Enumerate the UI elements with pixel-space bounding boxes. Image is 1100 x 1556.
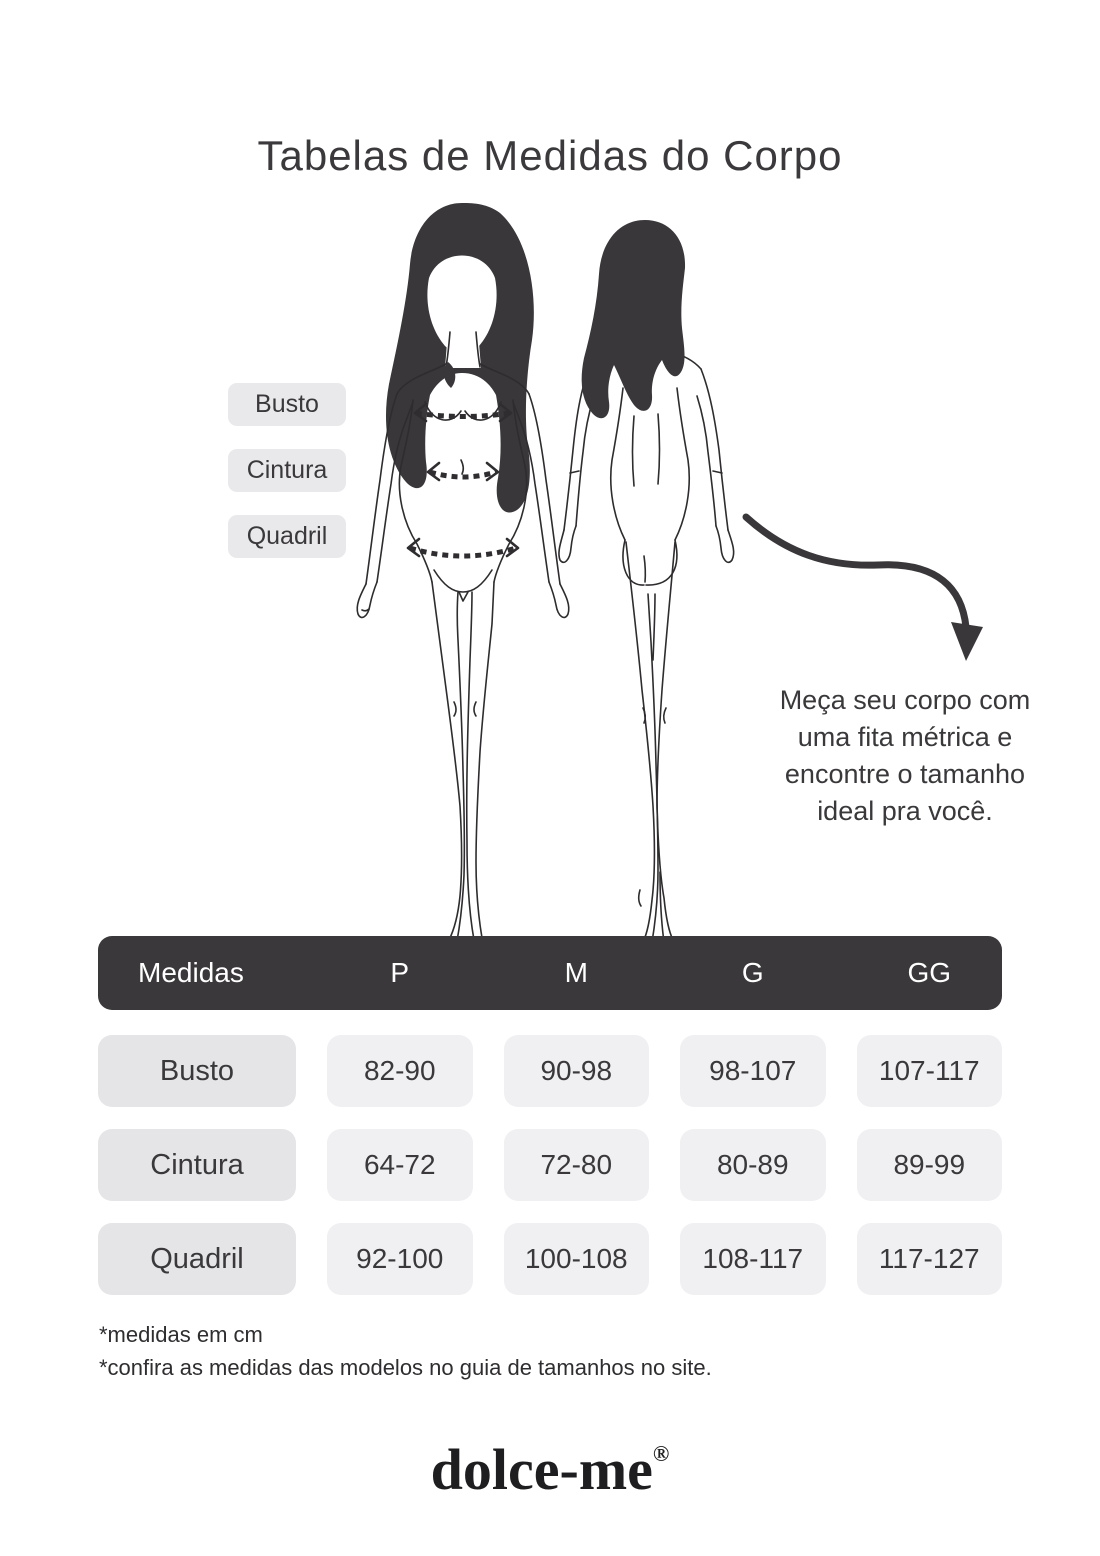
header-size-gg: GG — [907, 957, 952, 988]
header-size-p: P — [390, 957, 410, 988]
header-size-m: M — [564, 957, 588, 988]
cell-value: 89-99 — [857, 1129, 1003, 1201]
row-label: Busto — [98, 1035, 296, 1107]
label-quadril: Quadril — [228, 515, 346, 558]
header-size-g: G — [741, 957, 764, 988]
hip-dotted-line — [408, 539, 518, 556]
cell-value: 108-117 — [680, 1223, 826, 1295]
table-header-row — [98, 936, 1002, 1010]
bust-dotted-line — [415, 404, 511, 421]
cell-value: 90-98 — [504, 1035, 650, 1107]
registered-mark: ® — [652, 1441, 670, 1466]
cell-value: 98-107 — [680, 1035, 826, 1107]
label-cintura: Cintura — [228, 449, 346, 492]
cell-value: 82-90 — [327, 1035, 473, 1107]
header-medidas: Medidas — [138, 957, 244, 988]
instruction-line: uma fita métrica e — [797, 722, 1013, 752]
size-table — [98, 936, 1002, 1295]
back-hair — [582, 220, 685, 418]
footnote-units: *medidas em cm — [99, 1322, 263, 1347]
cell-value: 117-127 — [857, 1223, 1003, 1295]
row-label: Cintura — [98, 1129, 296, 1201]
cell-value: 80-89 — [680, 1129, 826, 1201]
instruction-line: ideal pra você. — [817, 796, 993, 826]
table-row-cintura — [98, 1129, 1002, 1201]
footnote-site: *confira as medidas das modelos no guia de tamanhos no site. — [99, 1355, 712, 1380]
page-title: Tabelas de Medidas do Corpo — [257, 132, 843, 180]
cell-value: 92-100 — [327, 1223, 473, 1295]
cell-value: 64-72 — [327, 1129, 473, 1201]
brand-name: dolce-me — [430, 1437, 653, 1502]
measure-instruction-text — [748, 682, 1062, 830]
label-busto: Busto — [228, 383, 346, 426]
table-row-busto — [98, 1035, 1002, 1107]
cell-value: 100-108 — [504, 1223, 650, 1295]
footnotes — [99, 1318, 712, 1384]
curved-arrow-icon — [700, 495, 1000, 675]
instruction-line: Meça seu corpo com — [779, 685, 1031, 715]
cell-value: 72-80 — [504, 1129, 650, 1201]
front-figure — [357, 203, 569, 946]
row-label: Quadril — [98, 1223, 296, 1295]
brand-logo — [0, 1436, 1100, 1503]
cell-value: 107-117 — [857, 1035, 1003, 1107]
table-row-quadril — [98, 1223, 1002, 1295]
instruction-line: encontre o tamanho — [784, 759, 1026, 789]
